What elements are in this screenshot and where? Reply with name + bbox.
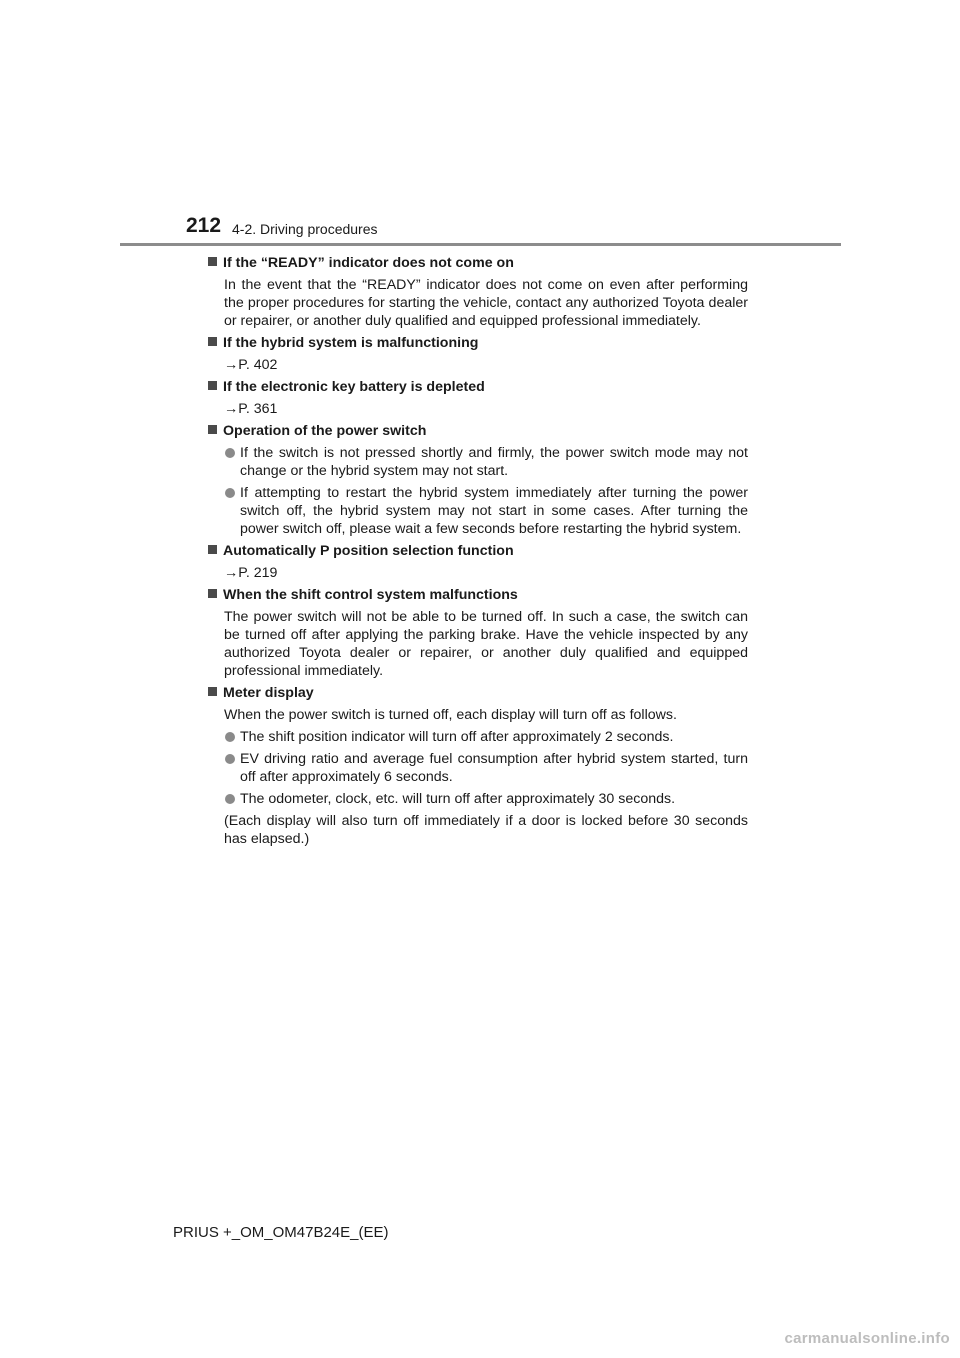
- section-heading: If the electronic key battery is depleted: [208, 378, 748, 396]
- page-reference-link[interactable]: →P. 402: [224, 357, 278, 373]
- section-heading: Operation of the power switch: [208, 422, 748, 440]
- square-bullet-icon: [208, 545, 217, 554]
- square-bullet-icon: [208, 257, 217, 266]
- section-meter-display: [208, 684, 748, 848]
- round-bullet-icon: [225, 732, 235, 742]
- section-heading: If the hybrid system is malfunctioning: [208, 334, 748, 352]
- section-heading: When the shift control system malfunctions: [208, 586, 748, 604]
- section-power-switch: [208, 422, 748, 538]
- round-bullet-icon: [225, 754, 235, 764]
- list-item: The odometer, clock, etc. will turn off after approximately 30 seconds.: [224, 790, 748, 808]
- list-item: If attempting to restart the hybrid system immediately after turning the power switch off, the hybrid system may not start in some cases. After turning the power switch off, please wait a few seconds before restarting the hybrid system.: [224, 484, 748, 538]
- content: [208, 254, 748, 852]
- section-auto-p-position: [208, 542, 748, 582]
- square-bullet-icon: [208, 589, 217, 598]
- list-item: If the switch is not pressed shortly and firmly, the power switch mode may not change or the hybrid system may not start.: [224, 444, 748, 480]
- header-rule: [120, 243, 841, 246]
- section-heading: Meter display: [208, 684, 748, 702]
- paragraph: The power switch will not be able to be turned off. In such a case, the switch can be turned off after applying the parking brake. Have the vehicle inspected by any authorized Toyota dealer or repairer, or another duly qualified and equipped professional immediately.: [224, 609, 748, 679]
- square-bullet-icon: [208, 425, 217, 434]
- paragraph: In the event that the “READY” indicator does not come on even after performing the proper procedures for starting the vehicle, contact any authorized Toyota dealer or repairer, or another duly qualified and equipped professional immediately.: [224, 277, 748, 329]
- section-ready-indicator: [208, 254, 748, 330]
- page-number: 212: [186, 214, 222, 237]
- section-title: 4-2. Driving procedures: [232, 221, 378, 237]
- square-bullet-icon: [208, 381, 217, 390]
- page-reference-link[interactable]: →P. 361: [224, 401, 278, 417]
- section-hybrid-malfunction: [208, 334, 748, 374]
- round-bullet-icon: [225, 794, 235, 804]
- section-heading: If the “READY” indicator does not come on: [208, 254, 748, 272]
- square-bullet-icon: [208, 337, 217, 346]
- section-shift-control: [208, 586, 748, 680]
- section-key-battery: [208, 378, 748, 418]
- page-reference-link[interactable]: →P. 219: [224, 565, 278, 581]
- section-heading: Automatically P position selection function: [208, 542, 748, 560]
- round-bullet-icon: [225, 488, 235, 498]
- watermark: carmanualsonline.info: [784, 1330, 950, 1347]
- footer-doc-id: PRIUS +_OM_OM47B24E_(EE): [173, 1224, 389, 1241]
- list-item: EV driving ratio and average fuel consumption after hybrid system started, turn off after approximately 6 seconds.: [224, 750, 748, 786]
- square-bullet-icon: [208, 687, 217, 696]
- round-bullet-icon: [225, 448, 235, 458]
- paragraph: When the power switch is turned off, each display will turn off as follows.: [224, 707, 677, 723]
- list-item: The shift position indicator will turn off after approximately 2 seconds.: [224, 728, 748, 746]
- paragraph: (Each display will also turn off immediately if a door is locked before 30 seconds has elapsed.): [224, 813, 748, 847]
